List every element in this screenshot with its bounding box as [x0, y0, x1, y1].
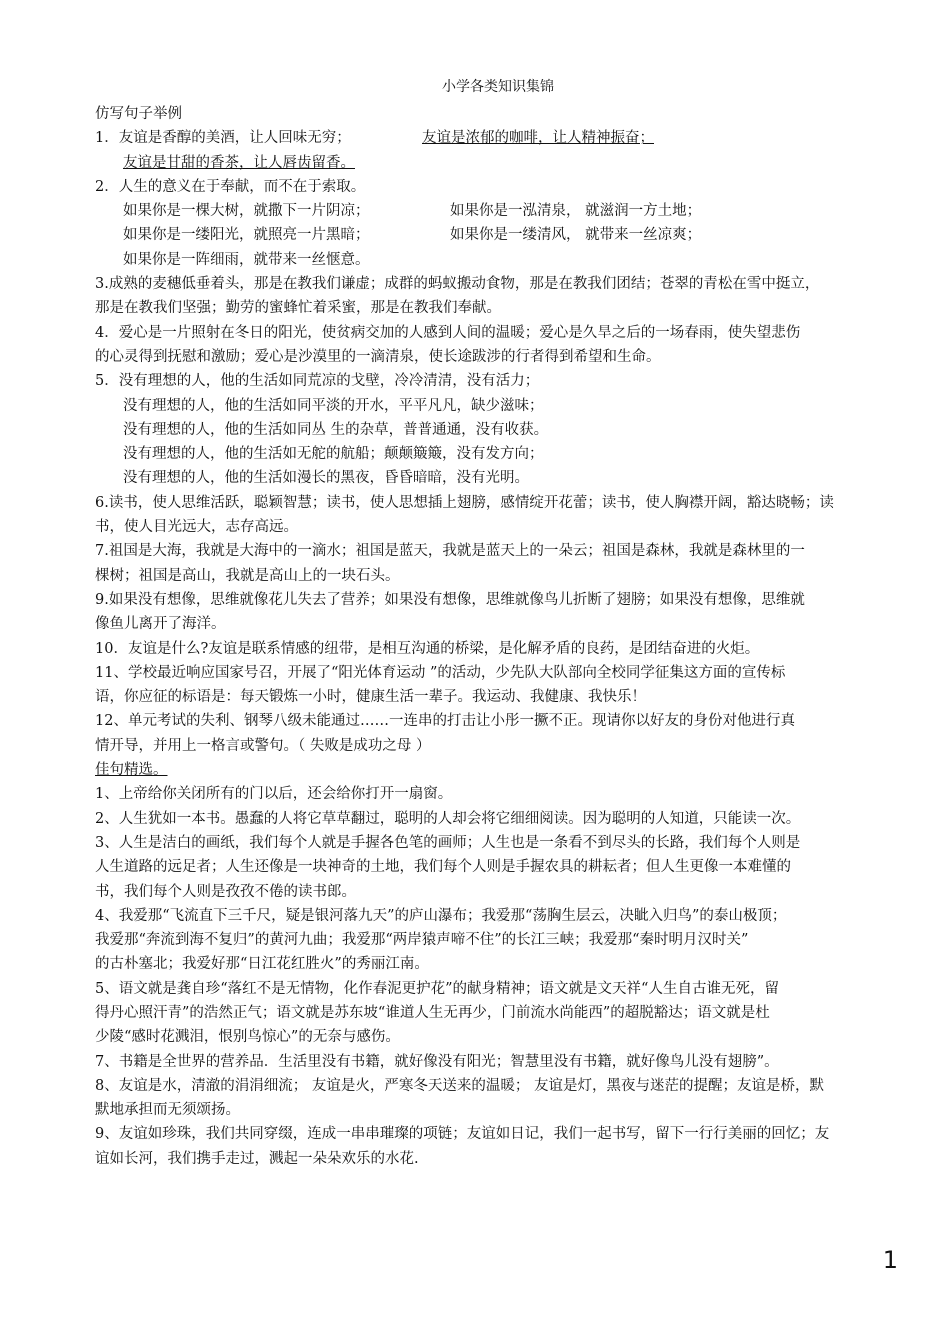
page-number: 1 — [882, 1246, 898, 1274]
paragraph-line: 语，你应征的标语是：每天锻炼一小时，健康生活一辈子。我运动、我健康、我快乐！ — [95, 689, 646, 706]
paragraph-line: 2．人生的意义在于奉献，而不在于索取。 — [95, 178, 366, 195]
paragraph-line: 10．友谊是什么?友谊是联系情感的纽带，是相互沟通的桥梁，是化解矛盾的良药，是团结奋进的火炬。 — [95, 640, 760, 657]
paragraph-line: 默地承担而无须颂扬。 — [95, 1102, 240, 1119]
paragraph-line: 像鱼儿离开了海洋。 — [95, 616, 226, 633]
paragraph-line: 的心灵得到抚慰和激励；爱心是沙漠里的一滴清泉，使长途跋涉的行者得到希望和生命。 — [95, 348, 661, 365]
paragraph-line: 棵树；祖国是高山，我就是高山上的一块石头。 — [95, 567, 400, 584]
paragraph-line: 2、人生犹如一本书。愚蠢的人将它草草翻过，聪明的人却会将它细细阅读。因为聪明的人知道，只能读一次。 — [95, 810, 801, 827]
section-heading: 仿写句子举例 — [95, 106, 182, 122]
paragraph-line: 少陵“感时花溅泪，恨别鸟惊心”的无奈与感伤。 — [95, 1029, 400, 1046]
paragraph-line: 没有理想的人，他的生活如同平淡的开水，平平凡凡，缺少滋味； — [123, 397, 544, 414]
paragraph-line: 4、我爱那“飞流直下三千尺，疑是银河落九天”的庐山瀑布；我爱那“荡胸生层云，决眦入归鸟”的泰山极顶； — [95, 907, 787, 924]
paragraph-line: 没有理想的人，他的生活如同丛 生的杂草，普普通通，没有收获。 — [123, 421, 549, 438]
paragraph-line: 5、语文就是龚自珍“落红不是无情物，化作春泥更护花”的献身精神；语文就是文天祥“人生自古谁无死，留 — [95, 980, 779, 997]
paragraph-line: 书，我们每个人则是孜孜不倦的读书郎。 — [95, 883, 356, 900]
paragraph-line: 5．没有理想的人，他的生活如同荒凉的戈壁，冷冷清清，没有活力； — [95, 373, 540, 390]
paragraph-line: 1、上帝给你关闭所有的门以后，还会给你打开一扇窗。 — [95, 786, 453, 803]
paragraph-line: 我爱那“奔流到海不复归”的黄河九曲；我爱那“两岸猿声啼不住”的长江三峡；我爱那“秦时明月汉时关” — [95, 932, 749, 949]
paragraph-line: 12、单元考试的失利、钢琴八级未能通过……一连串的打击让小彤一撅不正。现请你以好友的身份对他进行真 — [95, 713, 795, 730]
paragraph-line: 人生道路的远足者；人生还像是一块神奇的土地，我们每个人则是手握农具的耕耘者；但人生更像一本难懂的 — [95, 859, 791, 876]
paragraph-line: 9、友谊如珍珠，我们共同穿缀，连成一串串璀璨的项链；友谊如日记，我们一起书写，留下一行行美丽的回忆；友 — [95, 1126, 830, 1143]
paragraph-line: 情开导，并用上一格言或警句。（ 失败是成功之母 ） — [95, 737, 431, 754]
paragraph-line — [95, 199, 907, 223]
paragraph-line: 谊如长河，我们携手走过，溅起一朵朵欢乐的水花. — [95, 1150, 419, 1167]
paragraph-line: 没有理想的人，他的生活如无舵的航船；颠颠簸簸，没有发方向； — [123, 446, 544, 463]
document-body — [95, 102, 907, 1171]
document-title: 小学各类知识集锦 — [442, 79, 554, 95]
text-segment: 如果你是一棵大树，就撒下一片阴凉； — [123, 203, 370, 220]
paragraph-line: 9.如果没有想像，思维就像花儿失去了营养；如果没有想像，思维就像鸟儿折断了翅膀；如果没有想像，思维就 — [95, 591, 805, 608]
paragraph-line: 的古朴塞北；我爱好那“日江花红胜火”的秀丽江南。 — [95, 956, 429, 973]
paragraph-line: 8、友谊是水，清澈的涓涓细流； 友谊是火，严寒冬天送来的温暖； 友谊是灯，黑夜与迷茫的提醒；友谊是桥，默 — [95, 1077, 824, 1094]
text-segment: 友谊是浓郁的咖啡，让人精神振奋； — [422, 130, 654, 147]
paragraph-line: 得丹心照汗青”的浩然正气；语文就是苏东坡“谁道人生无再少，门前流水尚能西”的超脱豁达；语文就是杜 — [95, 1004, 770, 1021]
section-heading — [95, 758, 907, 782]
paragraph-line: 7、书籍是全世界的营养品．生活里没有书籍，就好像没有阳光；智慧里没有书籍，就好像鸟儿没有翅膀”。 — [95, 1053, 779, 1070]
paragraph-line — [95, 223, 907, 247]
paragraph-line — [95, 126, 907, 150]
paragraph-line: 4．爱心是一片照射在冬日的阳光，使贫病交加的人感到人间的温暖；爱心是久旱之后的一场春雨，使失望悲伤 — [95, 324, 801, 341]
paragraph-line: 没有理想的人，他的生活如漫长的黑夜，昏昏暗暗，没有光明。 — [123, 470, 529, 487]
paragraph-line: 如果你是一阵细雨，就带来一丝惬意。 — [123, 251, 370, 268]
paragraph-line: 6.读书，使人思维活跃，聪颖智慧；读书，使人思想插上翅膀，感情绽开花蕾；读书，使人胸襟开阔，豁达晓畅；读 — [95, 494, 834, 511]
paragraph-line: 11、学校最近响应国家号召，开展了“阳光体育运动 ”的活动，少先队大队部向全校同学征集这方面的宣传标 — [95, 664, 786, 681]
text-segment: 如果你是一缕阳光，就照亮一片黑暗； — [123, 227, 370, 244]
paragraph-line: 书，使人目光远大，志存高远。 — [95, 519, 298, 536]
text-segment: 1．友谊是香醇的美酒，让人回味无穷； — [95, 130, 351, 147]
text-segment: 友谊是甘甜的香茶，让人唇齿留香。 — [123, 154, 355, 171]
paragraph-line — [95, 151, 907, 175]
paragraph-line: 7.祖国是大海，我就是大海中的一滴水；祖国是蓝天，我就是蓝天上的一朵云；祖国是森林，我就是森林里的一 — [95, 543, 805, 560]
paragraph-line: 3.成熟的麦穗低垂着头，那是在教我们谦虚；成群的蚂蚁搬动食物，那是在教我们团结；苍翠的青松在雪中挺立， — [95, 276, 820, 293]
text-segment: 佳句精选。 — [95, 762, 168, 779]
text-segment: 如果你是一泓清泉， 就滋润一方土地； — [450, 203, 702, 220]
text-segment: 如果你是一缕清风， 就带来一丝凉爽； — [450, 227, 702, 244]
paragraph-line: 3、人生是洁白的画纸，我们每个人就是手握各色笔的画师；人生也是一条看不到尽头的长路，我们每个人则是 — [95, 834, 801, 851]
paragraph-line: 那是在教我们坚强；勤劳的蜜蜂忙着采蜜，那是在教我们奉献。 — [95, 300, 501, 317]
